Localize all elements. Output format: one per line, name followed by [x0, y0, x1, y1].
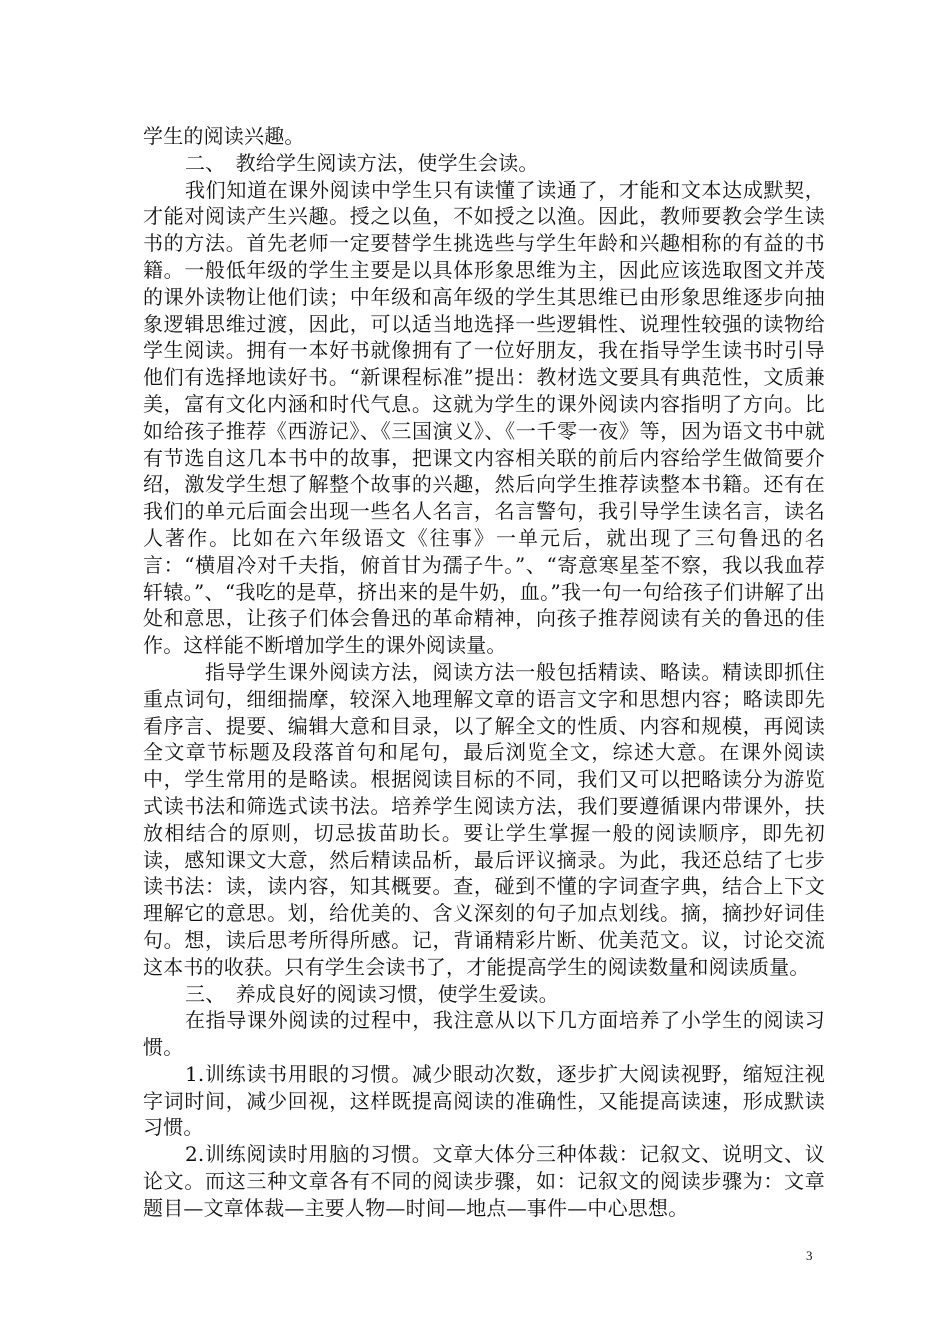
- document-body: [143, 123, 825, 1222]
- paragraph-guidance: 指导学生课外阅读方法，阅读方法一般包括精读、略读。精读即抓住重点词句，细细揣摩，较深入地理解文章的语言文字和思想内容；略读即先看序言、提要、编辑大意和目录，以了解全文的性质、内容和规模，再阅读全文章节标题及段落首句和尾句，最后浏览全文，综述大意。在课外阅读中，学生常用的是略读。根据阅读目标的不同，我们又可以把略读分为游览式读书法和筛选式读书法。培养学生阅读方法，我们要遵循课内带课外，扶放相结合的原则，切忌拔苗助长。要让学生掌握一般的阅读顺序，即先初读，感知课文大意，然后精读品析，最后评议摘录。为此，我还总结了七步读书法：读，读内容，知其概要。查，碰到不懂的字词查字典，结合上下文理解它的意思。划，给优美的、含义深刻的句子加点划线。摘，摘抄好词佳句。想，读后思考所得所感。记，背诵精彩片断、优美范文。议，讨论交流这本书的收获。只有学生会读书了，才能提高学生的阅读数量和阅读质量。: [143, 659, 825, 979]
- paragraph-habit-brain: 2.训练阅读时用脑的习惯。文章大体分三种体裁：记叙文、说明文、议论文。而这三种文章各有不同的阅读步骤，如：记叙文的阅读步骤为：文章题目—文章体裁—主要人物—时间—地点—事件—中心思想。: [143, 1142, 825, 1220]
- paragraph-habit-eyes: 1.训练读书用眼的习惯。减少眼动次数，逐步扩大阅读视野，缩短注视字词时间，减少回视，这样既提高阅读的准确性，又能提高读速，形成默读习惯。: [143, 1061, 825, 1140]
- paragraph-habits-intro: 在指导课外阅读的过程中，我注意从以下几方面培养了小学生的阅读习惯。: [143, 1008, 825, 1060]
- section-heading-two: 二、 教给学生阅读方法，使学生会读。: [185, 150, 539, 175]
- page-number: 3: [806, 1248, 813, 1263]
- paragraph-continuation: 学生的阅读兴趣。: [143, 124, 305, 148]
- paragraph-reading-methods: 我们知道在课外阅读中学生只有读懂了读通了，才能和文本达成默契，才能对阅读产生兴趣。授之以鱼，不如授之以渔。因此，教师要教会学生读书的方法。首先老师一定要替学生挑选些与学生年龄和兴趣相称的有益的书籍。一般低年级的学生主要是以具体形象思维为主，因此应该选取图文并茂的课外读物让他们读；中年级和高年级的学生其思维已由形象思维逐步向抽象逻辑思维过渡，因此，可以适当地选择一些逻辑性、说理性较强的读物给学生阅读。拥有一本好书就像拥有了一位好朋友，我在指导学生读书时引导他们有选择地读好书。“新课程标准”提出：教材选文要具有典范性，文质兼美，富有文化内涵和时代气息。这就为学生的课外阅读内容指明了方向。比如给孩子推荐《西游记》、《三国演义》、《一千零一夜》等，因为语文书中就有节选自这几本书中的故事，把课文内容相关联的前后内容给学生做简要介绍，激发学生想了解整个故事的兴趣，然后向学生推荐读整本书籍。还有在我们的单元后面会出现一些名人名言，名言警句，我引导学生读名言，读名人著作。比如在六年级语文《往事》一单元后，就出现了三句鲁迅的名言：“横眉冷对千夫指，俯首甘为孺子牛。”、“寄意寒星荃不察，我以我血荐轩辕。”、“我吃的是草，挤出来的是牛奶，血。”我一句一句给孩子们讲解了出处和意思，让孩子们体会鲁迅的革命精神，向孩子推荐阅读有关的鲁迅的佳作。这样能不断增加学生的课外阅读量。: [143, 177, 825, 658]
- section-heading-three: 三、 养成良好的阅读习惯，使学生爱读。: [185, 981, 559, 1006]
